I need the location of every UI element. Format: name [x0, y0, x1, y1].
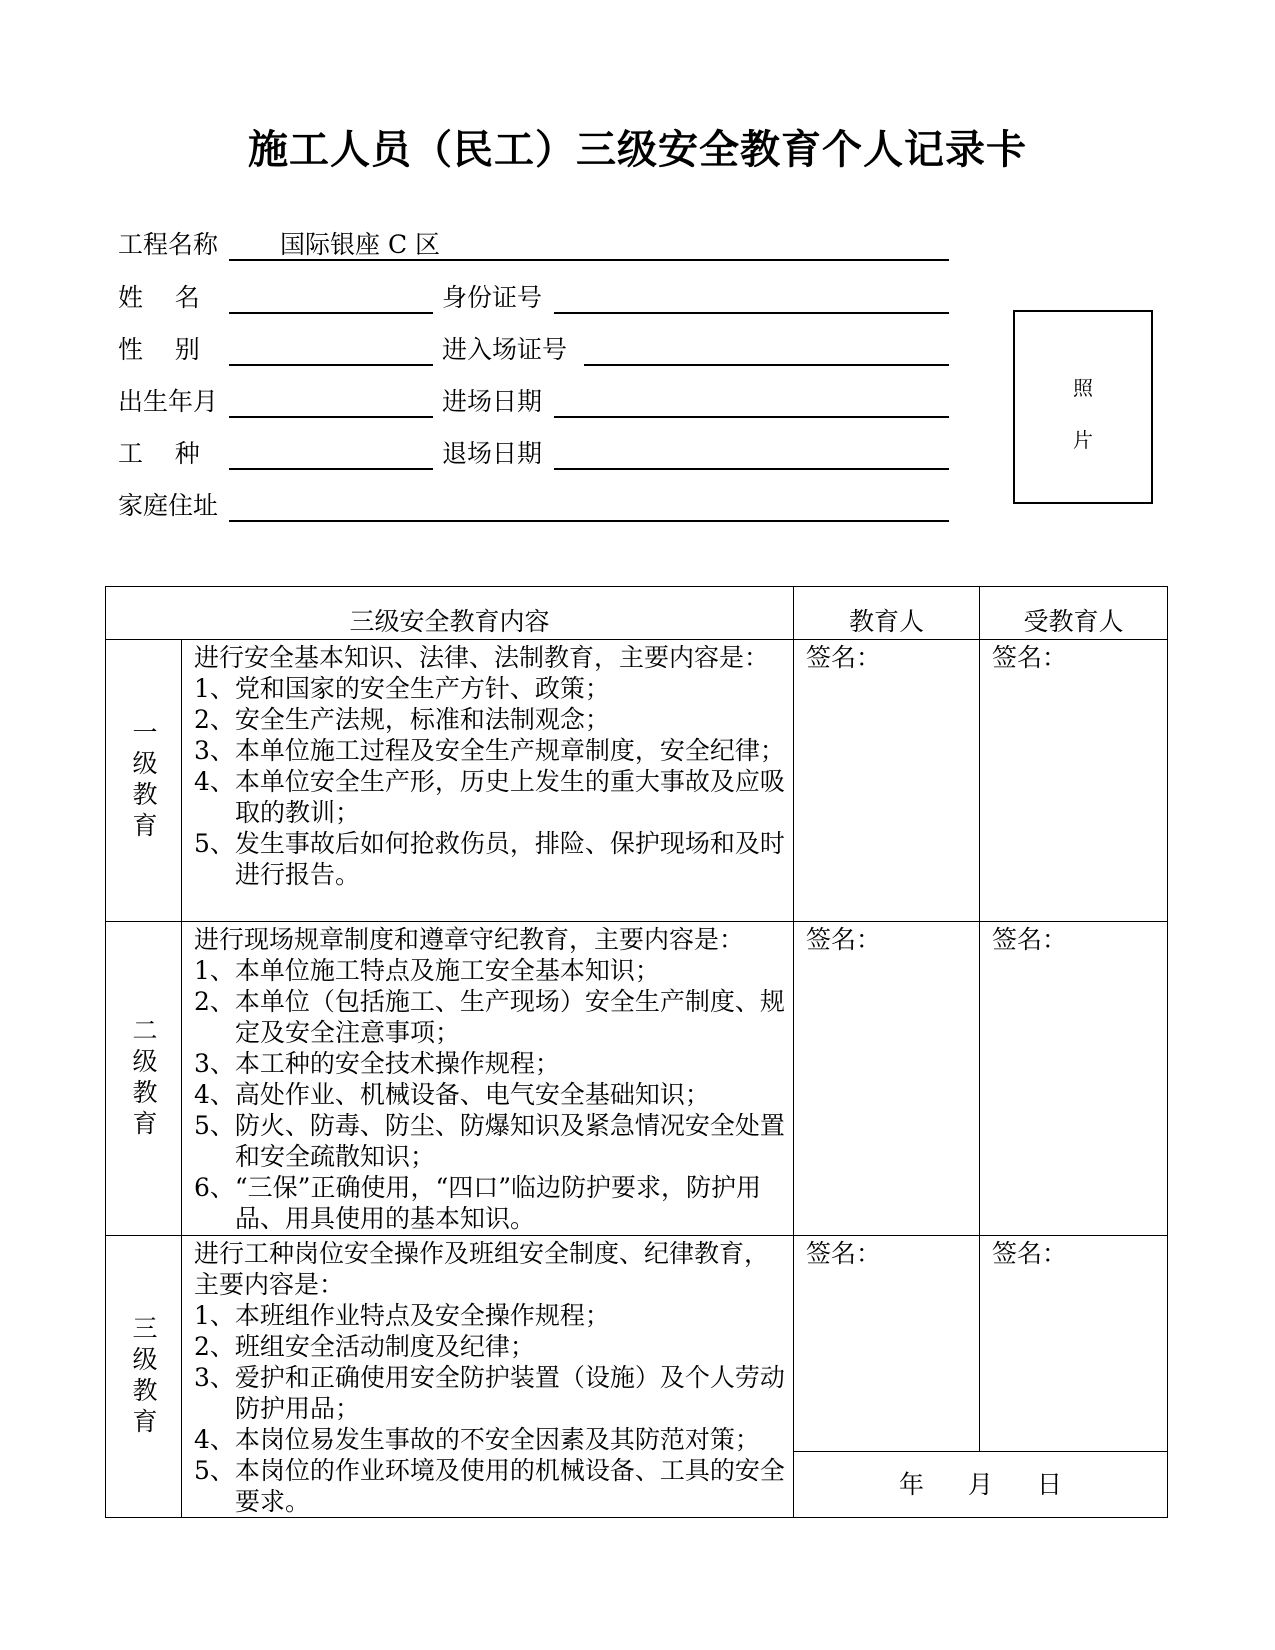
- level-3-item: 2、班组安全活动制度及纪律；: [194, 1332, 535, 1361]
- level-2-intro: 进行现场规章制度和遵章守纪教育，主要内容是：: [194, 925, 745, 954]
- project-label: 工程名称: [118, 230, 219, 259]
- level-3-item: 4、本岗位易发生事故的不安全因素及其防范对策；: [194, 1425, 760, 1454]
- trade-label: [118, 434, 200, 470]
- level-2-item: 1、本单位施工特点及施工安全基本知识；: [194, 956, 660, 985]
- level-1-item: 1、党和国家的安全生产方针、政策；: [194, 674, 610, 703]
- level-2-trainee-sign[interactable]: 签名：: [980, 922, 1168, 1236]
- level-3-educator-sign[interactable]: 签名：: [794, 1236, 980, 1452]
- level-3-item: 3、爱护和正确使用安全防护装置（设施）及个人劳动防护用品；: [194, 1363, 785, 1423]
- level-1-intro: 进行安全基本知识、法律、法制教育，主要内容是：: [194, 643, 770, 672]
- level-2-item: 6、“三保”正确使用，“四口”临边防护要求，防护用品、用具使用的基本知识。: [194, 1173, 762, 1233]
- date-year: 年: [898, 1470, 924, 1499]
- level-2-educator-sign[interactable]: 签名：: [794, 922, 980, 1236]
- level-3-intro: 进行工种岗位安全操作及班组安全制度、纪律教育，主要内容是：: [194, 1239, 770, 1299]
- photo-char-2: 片: [1073, 428, 1093, 452]
- level-2-item: 5、防火、防毒、防尘、防爆知识及紧急情况安全处置和安全疏散知识；: [194, 1111, 785, 1171]
- level-1-label: 一级教育: [106, 640, 182, 922]
- birth-field[interactable]: [229, 382, 433, 418]
- header-trainee: 受教育人: [980, 587, 1168, 640]
- level-3-trainee-sign[interactable]: 签名：: [980, 1236, 1168, 1452]
- trade-label-text: 工 种: [118, 439, 200, 468]
- name-label-text: 姓 名: [118, 283, 200, 312]
- header-content: 三级安全教育内容: [106, 587, 794, 640]
- date-month: 月: [968, 1470, 994, 1499]
- name-row: [118, 278, 948, 318]
- photo-box[interactable]: [1013, 310, 1153, 504]
- level-2-label: 二级教育: [106, 922, 182, 1236]
- level-1-trainee-sign[interactable]: 签名：: [980, 640, 1168, 922]
- id-label: 身份证号: [442, 283, 543, 312]
- gender-row: [118, 330, 948, 370]
- level-1-item: 5、发生事故后如何抢救伤员，排险、保护现场和及时进行报告。: [194, 829, 785, 889]
- level-3-label: 三级教育: [106, 1236, 182, 1518]
- gender-field[interactable]: [229, 330, 433, 366]
- date-cell[interactable]: [794, 1452, 1168, 1518]
- id-field[interactable]: [554, 278, 949, 314]
- trade-row: [118, 434, 948, 474]
- table-header-row: [106, 587, 1168, 640]
- header-educator: 教育人: [794, 587, 980, 640]
- birth-label: 出生年月: [118, 387, 219, 416]
- address-label: 家庭住址: [118, 491, 219, 520]
- education-table: [105, 586, 1168, 1518]
- exit-date-field[interactable]: [554, 434, 949, 470]
- gender-label: [118, 330, 200, 366]
- level-3-row-top: [106, 1236, 1168, 1452]
- birth-row: [118, 382, 948, 422]
- project-value: 国际银座 C 区: [280, 230, 441, 259]
- level-2-item: 2、本单位（包括施工、生产现场）安全生产制度、规定及安全注意事项；: [194, 987, 785, 1047]
- entry-date-field[interactable]: [554, 382, 949, 418]
- level-2-row: [106, 922, 1168, 1236]
- project-row: [118, 225, 948, 265]
- address-field[interactable]: [229, 486, 949, 522]
- address-row: [118, 486, 948, 526]
- level-2-content: [182, 922, 794, 1236]
- photo-char-1: 照: [1073, 376, 1093, 400]
- name-field[interactable]: [229, 278, 433, 314]
- level-1-item: 3、本单位施工过程及安全生产规章制度，安全纪律；: [194, 736, 785, 765]
- level-3-item: 5、本岗位的作业环境及使用的机械设备、工具的安全要求。: [194, 1456, 785, 1516]
- level-1-item: 4、本单位安全生产形，历史上发生的重大事故及应吸取的教训；: [194, 767, 785, 827]
- trade-field[interactable]: [229, 434, 433, 470]
- entry-date-label: 进场日期: [442, 387, 543, 416]
- level-2-item: 4、高处作业、机械设备、电气安全基础知识；: [194, 1080, 710, 1109]
- level-1-educator-sign[interactable]: 签名：: [794, 640, 980, 922]
- name-label: [118, 278, 200, 314]
- level-3-item: 1、本班组作业特点及安全操作规程；: [194, 1301, 610, 1330]
- page-title: 施工人员（民工）三级安全教育个人记录卡: [248, 126, 1027, 173]
- entry-card-label: 进入场证号: [442, 335, 568, 364]
- level-2-item: 3、本工种的安全技术操作规程；: [194, 1049, 560, 1078]
- level-3-content: [182, 1236, 794, 1518]
- date-day: 日: [1037, 1470, 1063, 1499]
- gender-label-text: 性 别: [118, 335, 200, 364]
- level-1-item: 2、安全生产法规，标准和法制观念；: [194, 705, 610, 734]
- level-1-content: [182, 640, 794, 922]
- entry-card-field[interactable]: [584, 330, 949, 366]
- level-1-row: [106, 640, 1168, 922]
- exit-date-label: 退场日期: [442, 439, 543, 468]
